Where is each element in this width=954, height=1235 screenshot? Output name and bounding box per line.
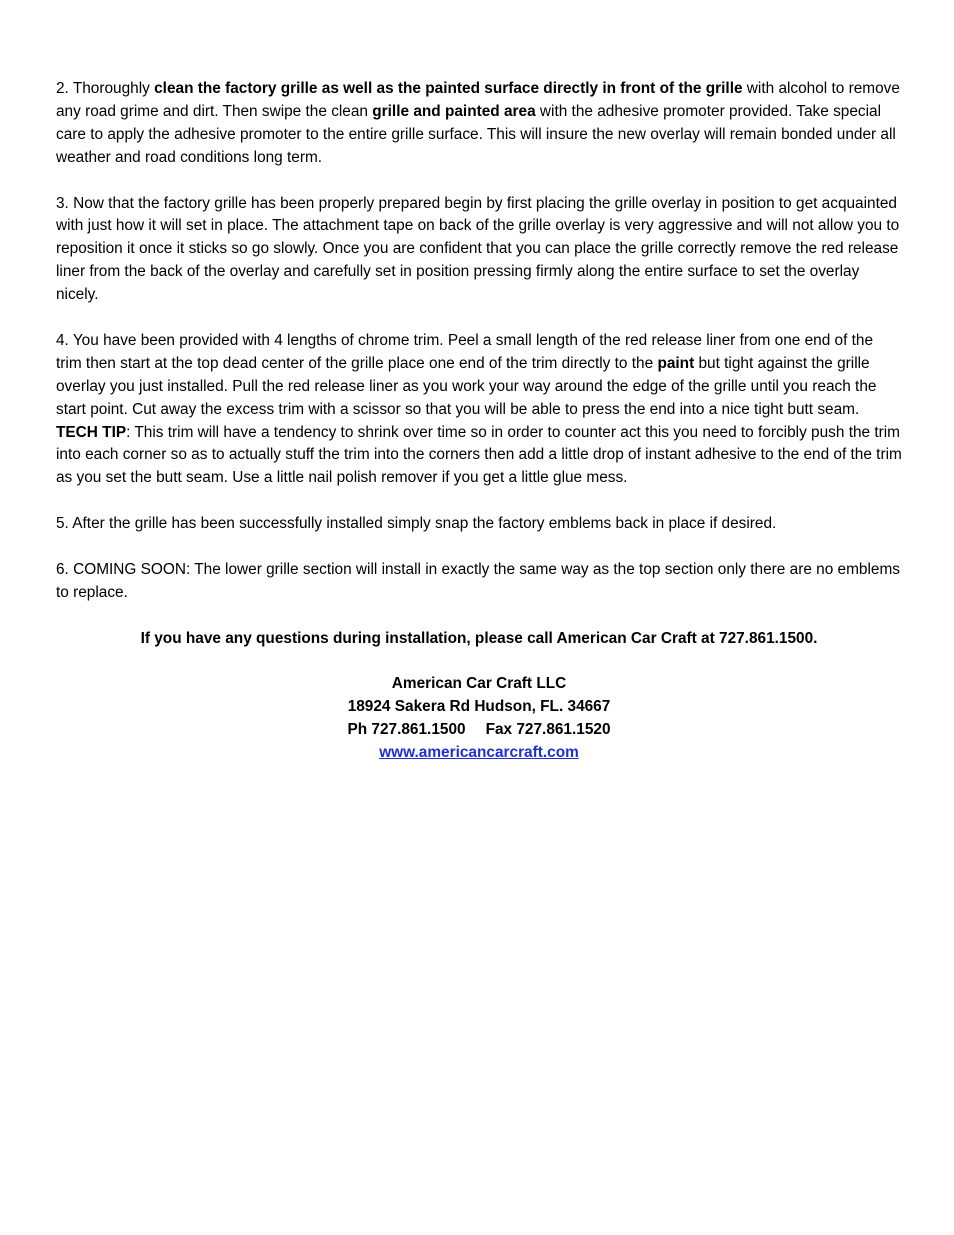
body-text: : This trim will have a tendency to shrink over time so in order to counter act this you need to forcibly push the trim into each corner so as to actually stuff the trim into the corners then add a little drop of instant adhesive to the end of the trim as you set the butt seam. Use a little nail polish remover if you get a little glue mess.: [56, 423, 902, 487]
emphasis-text: grille and painted area: [372, 102, 536, 120]
questions-note: If you have any questions during installation, please call American Car Craft at 727.861.1500.: [140, 629, 818, 647]
company-phone-fax: [56, 719, 902, 742]
body-text: with the adhesive promoter provided. Take special care to apply the adhesive promoter to the entire grille surface. This will insure the new overlay will remain bonded under all weather and road conditions long term.: [56, 102, 896, 166]
emphasis-text: paint: [657, 354, 695, 372]
body-text: 2. Thoroughly: [56, 80, 155, 97]
document-page: [56, 78, 902, 765]
instruction-step-4: [56, 330, 902, 490]
instruction-step-6: [56, 559, 902, 605]
body-text: 6. COMING SOON: The lower grille section will install in exactly the same way as the top section only there are no emblems to replace.: [56, 560, 900, 601]
body-text: 5. After the grille has been successfully installed simply snap the factory emblems back in place if desired.: [56, 515, 777, 533]
instruction-step-2: [56, 78, 902, 170]
body-text: but tight against the grille overlay you just installed. Pull the red release liner as you work your way around the edge of the grille until you reach the start point. Cut away the excess trim with a scissor so that you will be able to press the end into a nice tight butt seam.: [56, 354, 877, 418]
instruction-steps: [56, 78, 902, 605]
company-fax: Fax 727.861.1520: [485, 721, 611, 739]
company-phone: Ph 727.861.1500: [347, 721, 466, 739]
emphasis-text: clean the factory grille as well as the painted surface directly in front of the grille: [154, 80, 743, 97]
emphasis-text: TECH TIP: [56, 423, 127, 441]
body-text: 3. Now that the factory grille has been properly prepared begin by first placing the grille overlay in position to get acquainted with just how it will set in place. The attachment tape on back of the grille overlay is very aggressive and will not allow you to reposition it once it sticks so go slowly. Once you are confident that you can place the grille correctly remove the red release liner from the back of the overlay and carefully set in position pressing firmly along the entire surface to set the overlay nicely.: [56, 194, 900, 304]
instruction-step-3: [56, 193, 902, 308]
body-text: with alcohol to remove any road grime and dirt. Then swipe the clean: [56, 80, 900, 120]
body-text: 4. You have been provided with 4 lengths of chrome trim. Peel a small length of the red release liner from one end of the trim then start at the top dead center of the grille place one end of the trim directly to the: [56, 331, 874, 372]
instruction-step-5: [56, 513, 902, 536]
company-name: American Car Craft LLC: [391, 675, 567, 693]
company-address: 18924 Sakera Rd Hudson, FL. 34667: [347, 698, 611, 716]
company-contact-block: [56, 673, 902, 765]
company-website-link[interactable]: www.americancarcraft.com: [379, 744, 579, 762]
